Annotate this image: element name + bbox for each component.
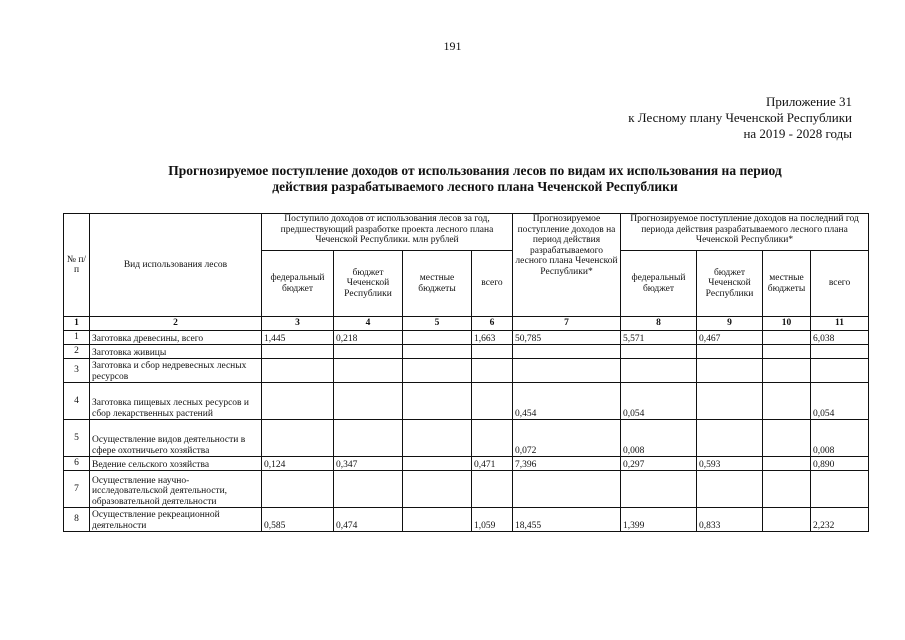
value-cell-c5 (403, 508, 472, 532)
use-type-name: Осуществление научно-исследовательской деятельности, образовательной деятельности (90, 471, 262, 508)
column-number: 4 (334, 317, 403, 331)
header-local-budgets: местные бюджеты (403, 251, 472, 317)
column-number: 7 (513, 317, 621, 331)
table-row (64, 345, 869, 359)
value-cell-c6: 1,663 (472, 331, 513, 345)
value-cell-c11: 0,054 (811, 383, 869, 420)
value-cell-c7: 7,396 (513, 457, 621, 471)
value-cell-c6 (472, 345, 513, 359)
value-cell-c10 (763, 359, 811, 383)
column-number: 8 (621, 317, 697, 331)
value-cell-c7 (513, 359, 621, 383)
value-cell-c7: 18,455 (513, 508, 621, 532)
value-cell-c10 (763, 471, 811, 508)
value-cell-c10 (763, 345, 811, 359)
header-use-type: Вид использования лесов (90, 214, 262, 317)
value-cell-c4 (334, 345, 403, 359)
page-number: 191 (443, 39, 462, 53)
column-number-row (64, 317, 869, 331)
value-cell-c5 (403, 331, 472, 345)
header-federal-budget: федеральный бюджет (262, 251, 334, 317)
header-total: всего (472, 251, 513, 317)
value-cell-c5 (403, 471, 472, 508)
use-type-name: Заготовка пищевых лесных ресурсов и сбор лекарственных растений (90, 383, 262, 420)
value-cell-c8 (621, 345, 697, 359)
value-cell-c9: 0,467 (697, 331, 763, 345)
value-cell-c4 (334, 383, 403, 420)
column-number: 1 (64, 317, 90, 331)
value-cell-c8: 1,399 (621, 508, 697, 532)
row-number: 3 (64, 359, 90, 383)
value-cell-c3: 0,585 (262, 508, 334, 532)
value-cell-c9 (697, 359, 763, 383)
value-cell-c8: 0,054 (621, 383, 697, 420)
use-type-name: Ведение сельского хозяйства (90, 457, 262, 471)
table-row (64, 359, 869, 383)
table-row (64, 420, 869, 457)
value-cell-c10 (763, 331, 811, 345)
value-cell-c7 (513, 345, 621, 359)
value-cell-c8 (621, 359, 697, 383)
row-number: 7 (64, 471, 90, 508)
value-cell-c10 (763, 383, 811, 420)
column-number: 10 (763, 317, 811, 331)
header-received-group: Поступило доходов от использования лесов за год, предшествующий разработке проекта лесного плана Чеченской Республики. млн рублей (262, 214, 513, 251)
value-cell-c3 (262, 383, 334, 420)
column-number: 3 (262, 317, 334, 331)
value-cell-c6 (472, 383, 513, 420)
value-cell-c8: 0,008 (621, 420, 697, 457)
row-number: 4 (64, 383, 90, 420)
value-cell-c3 (262, 345, 334, 359)
value-cell-c5 (403, 383, 472, 420)
column-number: 5 (403, 317, 472, 331)
value-cell-c3: 1,445 (262, 331, 334, 345)
value-cell-c6 (472, 471, 513, 508)
value-cell-c8: 5,571 (621, 331, 697, 345)
column-number: 6 (472, 317, 513, 331)
column-number: 2 (90, 317, 262, 331)
value-cell-c6: 1,059 (472, 508, 513, 532)
appendix-line-2: к Лесному плану Чеченской Республики (628, 110, 852, 125)
use-type-name: Осуществление рекреационной деятельности (90, 508, 262, 532)
value-cell-c3 (262, 471, 334, 508)
title-line-1: Прогнозируемое поступление доходов от использования лесов по видам их использования на период (168, 163, 782, 178)
use-type-name: Осуществление видов деятельности в сфере охотничьего хозяйства (90, 420, 262, 457)
header-row-number: № п/п (64, 214, 90, 317)
row-number: 1 (64, 331, 90, 345)
value-cell-c4: 0,347 (334, 457, 403, 471)
value-cell-c8 (621, 471, 697, 508)
value-cell-c9 (697, 383, 763, 420)
table-body (64, 331, 869, 532)
header-forecast-total: Прогнозируемое поступление доходов на период действия разрабатываемого лесного плана Чеченской Республики* (513, 214, 621, 317)
value-cell-c5 (403, 359, 472, 383)
row-number: 5 (64, 420, 90, 457)
value-cell-c7 (513, 471, 621, 508)
value-cell-c4: 0,218 (334, 331, 403, 345)
value-cell-c11 (811, 359, 869, 383)
value-cell-c11: 0,008 (811, 420, 869, 457)
table-row (64, 508, 869, 532)
table-row (64, 331, 869, 345)
row-number: 6 (64, 457, 90, 471)
column-number: 11 (811, 317, 869, 331)
value-cell-c7: 50,785 (513, 331, 621, 345)
table-row (64, 457, 869, 471)
value-cell-c3 (262, 420, 334, 457)
revenue-table (63, 213, 869, 532)
appendix-line-3: на 2019 - 2028 годы (743, 126, 852, 141)
table-row (64, 471, 869, 508)
value-cell-c4 (334, 359, 403, 383)
value-cell-c7: 0,072 (513, 420, 621, 457)
header-federal-budget-last: федеральный бюджет (621, 251, 697, 317)
value-cell-c6: 0,471 (472, 457, 513, 471)
use-type-name: Заготовка живицы (90, 345, 262, 359)
header-local-budgets-last: местные бюджеты (763, 251, 811, 317)
title-line-2: действия разрабатываемого лесного плана Чеченской Республики (272, 179, 678, 194)
value-cell-c6 (472, 420, 513, 457)
value-cell-c5 (403, 345, 472, 359)
value-cell-c10 (763, 508, 811, 532)
value-cell-c10 (763, 457, 811, 471)
value-cell-c11: 2,232 (811, 508, 869, 532)
header-total-last: всего (811, 251, 869, 317)
table-row (64, 383, 869, 420)
appendix-caption (628, 94, 852, 142)
value-cell-c11 (811, 345, 869, 359)
use-type-name: Заготовка и сбор недревесных лесных ресурсов (90, 359, 262, 383)
value-cell-c9 (697, 471, 763, 508)
header-republic-budget-last: бюджет Чеченской Республики (697, 251, 763, 317)
value-cell-c5 (403, 457, 472, 471)
document-title (90, 163, 860, 195)
value-cell-c11 (811, 471, 869, 508)
header-republic-budget: бюджет Чеченской Республики (334, 251, 403, 317)
value-cell-c11: 0,890 (811, 457, 869, 471)
value-cell-c9: 0,833 (697, 508, 763, 532)
value-cell-c5 (403, 420, 472, 457)
value-cell-c3 (262, 359, 334, 383)
column-number: 9 (697, 317, 763, 331)
value-cell-c10 (763, 420, 811, 457)
header-forecast-last-year-group: Прогнозируемое поступление доходов на последний год периода действия разрабатываемого лесного плана Чеченской Республики* (621, 214, 869, 251)
value-cell-c3: 0,124 (262, 457, 334, 471)
value-cell-c9 (697, 420, 763, 457)
row-number: 2 (64, 345, 90, 359)
value-cell-c4 (334, 420, 403, 457)
value-cell-c9: 0,593 (697, 457, 763, 471)
value-cell-c6 (472, 359, 513, 383)
value-cell-c9 (697, 345, 763, 359)
row-number: 8 (64, 508, 90, 532)
value-cell-c4 (334, 471, 403, 508)
value-cell-c7: 0,454 (513, 383, 621, 420)
use-type-name: Заготовка древесины, всего (90, 331, 262, 345)
appendix-line-1: Приложение 31 (765, 94, 852, 109)
value-cell-c8: 0,297 (621, 457, 697, 471)
value-cell-c4: 0,474 (334, 508, 403, 532)
value-cell-c11: 6,038 (811, 331, 869, 345)
